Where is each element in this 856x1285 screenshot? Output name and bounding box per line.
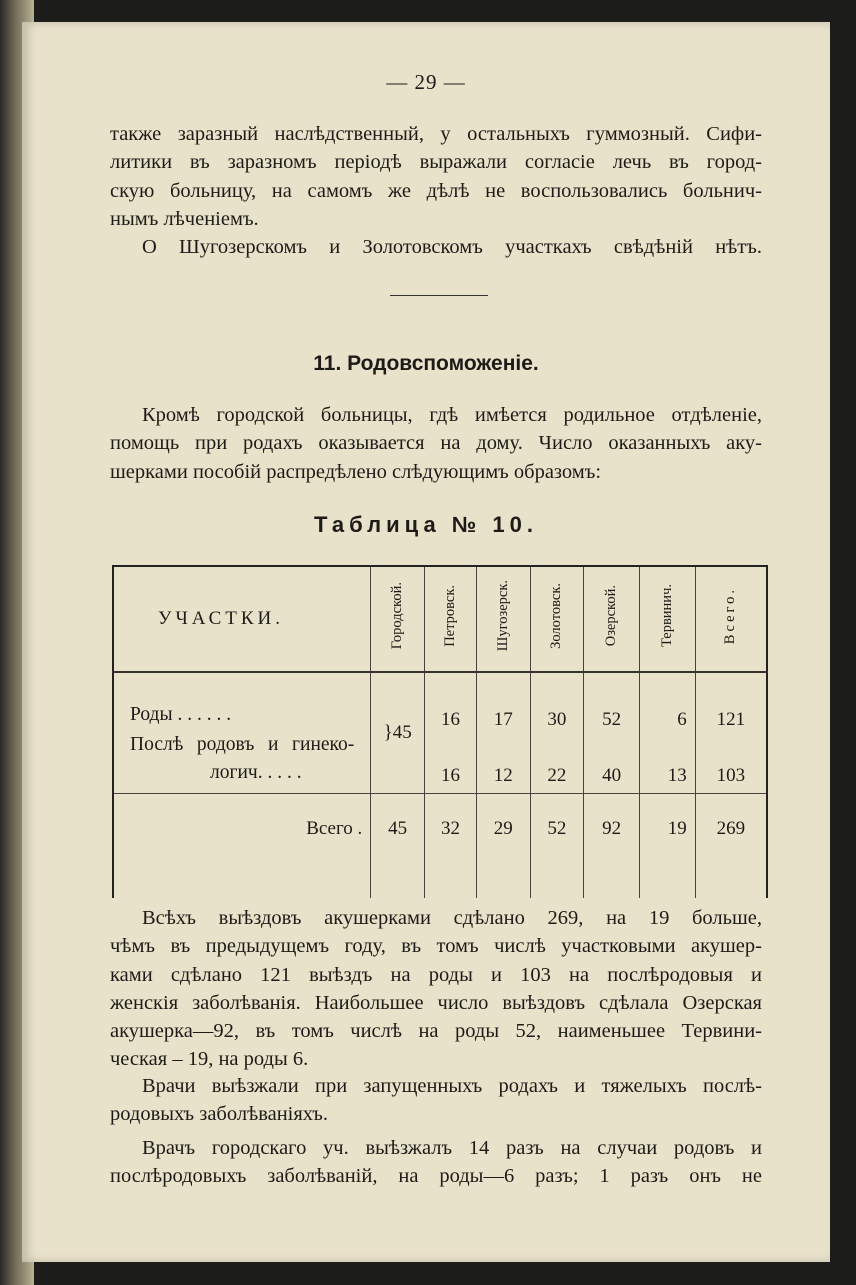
section-title: 11. Родовспоможеніе. [313,352,539,375]
text-line: литики въ заразномъ періодѣ выражали согласіе лечь въ город- [110,151,762,174]
text-line: женскія заболѣванія. Наибольшее число выѣздовъ сдѣлала Озерская [110,991,762,1014]
column-header-text: Всего. [722,587,739,645]
text-line: О Шугозерскомъ и Золотовскомъ участкахъ свѣдѣній нѣтъ. [142,236,762,258]
column-header [695,566,767,672]
text-line: Кромѣ городской больницы, гдѣ имѣется родильное отдѣленіе, [142,404,762,426]
column-header [584,566,640,672]
document-page [22,22,830,1262]
total-cell: 52 [530,794,584,899]
column-header-text: Тервинич. [658,584,675,648]
table-row [113,731,767,794]
column-header [476,566,530,672]
districts-header: УЧАСТКИ. [113,566,371,672]
text-line: шерками пособій распредѣлено слѣдующимъ образомъ: [110,460,602,483]
text-line: помощь при родахъ оказывается на дому. Число оказанныхъ аку- [110,432,762,455]
column-header [640,566,696,672]
total-cell: 32 [425,794,477,899]
text-line: также заразный наслѣдственный, у остальныхъ гуммозный. Сифи- [110,123,762,145]
text-line: ками сдѣлано 121 выѣздъ на роды и 103 на послѣродовыя и [110,963,762,986]
section-divider [390,295,488,296]
row-label-postpartum [113,731,371,794]
total-label: Всего . [113,794,371,899]
table-cell: 6 [640,672,696,731]
table-header-row [113,566,767,672]
text-line: послѣродовыхъ заболѣваній, на роды—6 разъ; 1 разъ онъ не [110,1165,762,1188]
column-header-text: Золотовск. [548,583,565,649]
column-header-text: Петровск. [441,585,458,647]
table-cell: 30 [530,672,584,731]
column-header-text: Озерской. [603,585,620,647]
total-cell: 19 [640,794,696,899]
text-line: нымъ лѣченіемъ. [110,207,259,230]
column-header [530,566,584,672]
page-number: — 29 — [386,70,466,94]
table-cell: 16 [425,672,477,731]
paragraph-trips-summary [110,904,762,1074]
text-line: скую больницу, на самомъ же дѣлѣ не воспользовались больнич- [110,179,762,202]
total-cell: 45 [371,794,425,899]
text-line: акушерка—92, въ томъ числѣ на роды 52, наименьшее Тервини- [110,1020,762,1043]
total-cell: 269 [695,794,767,899]
table-cell: 40 [584,731,640,794]
city-value: 45 [392,722,412,743]
table-cell: 16 [425,731,477,794]
text-line: Врачъ городскаго уч. выѣзжалъ 14 разъ на случаи родовъ и [142,1137,762,1159]
text-line: Врачи выѣзжали при запущенныхъ родахъ и тяжелыхъ послѣ- [142,1075,762,1097]
column-header [371,566,425,672]
text-line: ческая – 19, на роды 6. [110,1048,309,1071]
column-header [425,566,477,672]
paragraph-city-doctor [110,1134,762,1191]
brace-symbol: } [383,722,393,743]
row-label-line: Послѣ родовъ и гинеко- [130,734,355,755]
table-cell: 17 [476,672,530,731]
text-line: родовыхъ заболѣваніяхъ. [110,1103,329,1126]
table-cell: 121 [695,672,767,731]
table-cell: 52 [584,672,640,731]
paragraph-syphilis [110,120,762,233]
table-cell: 22 [530,731,584,794]
obstetric-table [112,565,768,898]
total-cell: 29 [476,794,530,899]
row-label-births: Роды . . . . . . [130,704,232,725]
table-cell: 12 [476,731,530,794]
table-total-row [113,794,767,899]
column-header-text: Городской. [389,582,406,650]
table-cell: 13 [640,731,696,794]
table-title: Таблица № 10. [313,512,539,537]
text-line: чѣмъ въ предыдущемъ году, въ томъ числѣ участковыми акушер- [110,935,762,958]
paragraph-doctors-trips [110,1072,762,1129]
paragraph-no-data [110,233,762,261]
total-cell: 92 [584,794,640,899]
text-line: Всѣхъ выѣздовъ акушерками сдѣлано 269, на 19 больше, [142,907,762,929]
paragraph-obstetrics-intro [110,401,762,486]
table-cell: 103 [695,731,767,794]
city-combined-cell [371,672,425,794]
row-label-line: логич. . . . . [210,762,302,783]
table-row [113,672,767,731]
column-header-text: Шугозерск. [494,580,511,652]
